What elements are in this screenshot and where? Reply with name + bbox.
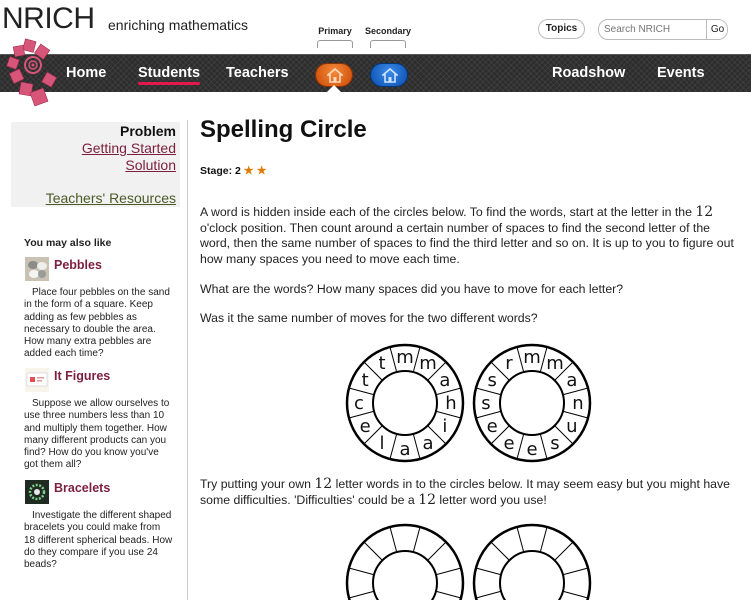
- search-input[interactable]: [599, 20, 707, 39]
- wheel-letter: a: [422, 432, 434, 454]
- secondary-bracket: [370, 40, 406, 48]
- wheel-letter: u: [566, 416, 578, 437]
- blank-letter-wheel: [470, 521, 594, 600]
- question-paragraph: Was it the same number of moves for the two different words?: [200, 311, 538, 325]
- secondary-hub-label: Secondary: [364, 26, 412, 36]
- main-nav: [0, 54, 751, 92]
- topics-button[interactable]: Topics: [538, 19, 585, 39]
- solution-link[interactable]: Solution: [125, 157, 176, 173]
- also-like-heading: You may also like: [24, 237, 112, 249]
- text-run: letter word you use!: [436, 492, 547, 507]
- wheel-letter: e: [503, 432, 515, 454]
- wheel-inner-ring: [373, 371, 437, 435]
- text-run: o'clock position. Then count around a certain number of spaces to find the second letter of the word, then the same number of spaces to find the third letter and so on. It is up to you to figure out how many spaces you need to move each time.: [200, 220, 734, 266]
- active-underline: [138, 82, 200, 85]
- number-twelve: 12: [314, 476, 333, 492]
- related-description: Investigate the different shaped bracelets you could make from 18 different spherical beads. How do they compare if you use 24 beads?: [24, 510, 173, 571]
- cards-icon[interactable]: [25, 368, 49, 392]
- related-title[interactable]: Pebbles: [54, 258, 102, 272]
- wheel-letter: a: [566, 370, 578, 391]
- related-title[interactable]: Bracelets: [54, 481, 111, 495]
- wheel-letter: t: [361, 370, 369, 391]
- house-icon: [382, 68, 398, 83]
- wheel-inner-ring: [500, 371, 564, 435]
- nav-students-label: Students: [138, 65, 201, 81]
- activity-paragraph: [200, 477, 740, 508]
- getting-started-link[interactable]: Getting Started: [81, 140, 176, 156]
- nav-roadshow[interactable]: Roadshow: [552, 65, 626, 81]
- teachers-resources-link[interactable]: Teachers' Resources: [45, 190, 176, 206]
- text-run: letter words in to the circles below. It may seem easy but you might have some difficulties. 'Difficulties' could be a: [200, 477, 730, 507]
- sidebar-divider: [187, 120, 188, 600]
- site-logo-text[interactable]: NRICH: [2, 2, 95, 35]
- text-run: Try putting your own: [200, 477, 315, 491]
- number-twelve: 12: [695, 204, 714, 220]
- wheel-letter: m: [546, 353, 564, 375]
- wheel-letter: m: [523, 347, 541, 368]
- stage-text: Stage: 2: [200, 165, 241, 177]
- text-run: A word is hidden inside each of the circles below. To find the words, start at the letter in the: [200, 205, 696, 219]
- nav-home[interactable]: Home: [66, 65, 107, 81]
- wheel-letter: e: [526, 439, 538, 460]
- number-twelve: 12: [418, 491, 437, 508]
- nav-pointer: [326, 85, 342, 93]
- wheel-letter: c: [354, 393, 364, 414]
- wheel-letter: r: [505, 353, 513, 375]
- letter-wheel: [470, 341, 594, 465]
- wheel-letter: s: [481, 393, 491, 414]
- site-tagline: enriching mathematics: [108, 17, 249, 33]
- wheel-letter: n: [572, 393, 584, 414]
- primary-hub-label: Primary: [318, 26, 352, 36]
- secondary-home-button[interactable]: [370, 63, 408, 87]
- star-icon: ★ ★: [243, 165, 267, 177]
- nav-students[interactable]: [138, 55, 200, 93]
- wheel-letter: h: [445, 393, 457, 414]
- primary-hub[interactable]: [312, 26, 358, 48]
- wheel-letter: s: [487, 370, 497, 391]
- related-title[interactable]: It Figures: [54, 369, 111, 383]
- house-icon: [327, 68, 343, 83]
- page-title: Spelling Circle: [200, 116, 367, 143]
- bracelet-icon[interactable]: [25, 480, 49, 504]
- search-go-button[interactable]: Go: [706, 20, 728, 39]
- pebbles-icon[interactable]: [25, 257, 49, 281]
- related-description: Suppose we allow ourselves to use three numbers less than 10 and multiply them together. How many different products can you find? How do you know you've got them all?: [24, 398, 170, 471]
- wheel-letter: l: [379, 432, 385, 454]
- wheel-letter: a: [399, 439, 411, 460]
- primary-bracket: [317, 40, 353, 48]
- primary-home-button[interactable]: [315, 63, 353, 87]
- stage-label: [200, 164, 267, 177]
- blank-letter-wheel: [343, 521, 467, 600]
- search-box: [598, 19, 728, 40]
- problem-nav-box: [11, 122, 180, 207]
- nrich-logo-icon[interactable]: [0, 38, 60, 112]
- problem-heading: Problem: [119, 123, 176, 139]
- wheel-letter: m: [396, 347, 414, 368]
- wheel-letter: m: [419, 353, 437, 375]
- wheel-letter: t: [378, 353, 386, 375]
- wheel-letter: a: [439, 370, 451, 391]
- wheel-letter: s: [550, 432, 560, 454]
- nav-events[interactable]: Events: [657, 65, 705, 81]
- intro-paragraph: [200, 205, 740, 267]
- wheel-letter: e: [359, 416, 371, 437]
- related-description: Place four pebbles on the sand in the form of a square. Keep adding as few pebbles as necessary to double the area. How many extra pebbles are added each time?: [24, 287, 170, 360]
- wheel-letter: i: [442, 416, 448, 437]
- question-paragraph: What are the words? How many spaces did you have to move for each letter?: [200, 282, 624, 296]
- wheel-letter: e: [486, 416, 498, 437]
- nav-teachers[interactable]: Teachers: [226, 65, 289, 81]
- letter-wheel: [343, 341, 467, 465]
- secondary-hub[interactable]: [362, 26, 414, 48]
